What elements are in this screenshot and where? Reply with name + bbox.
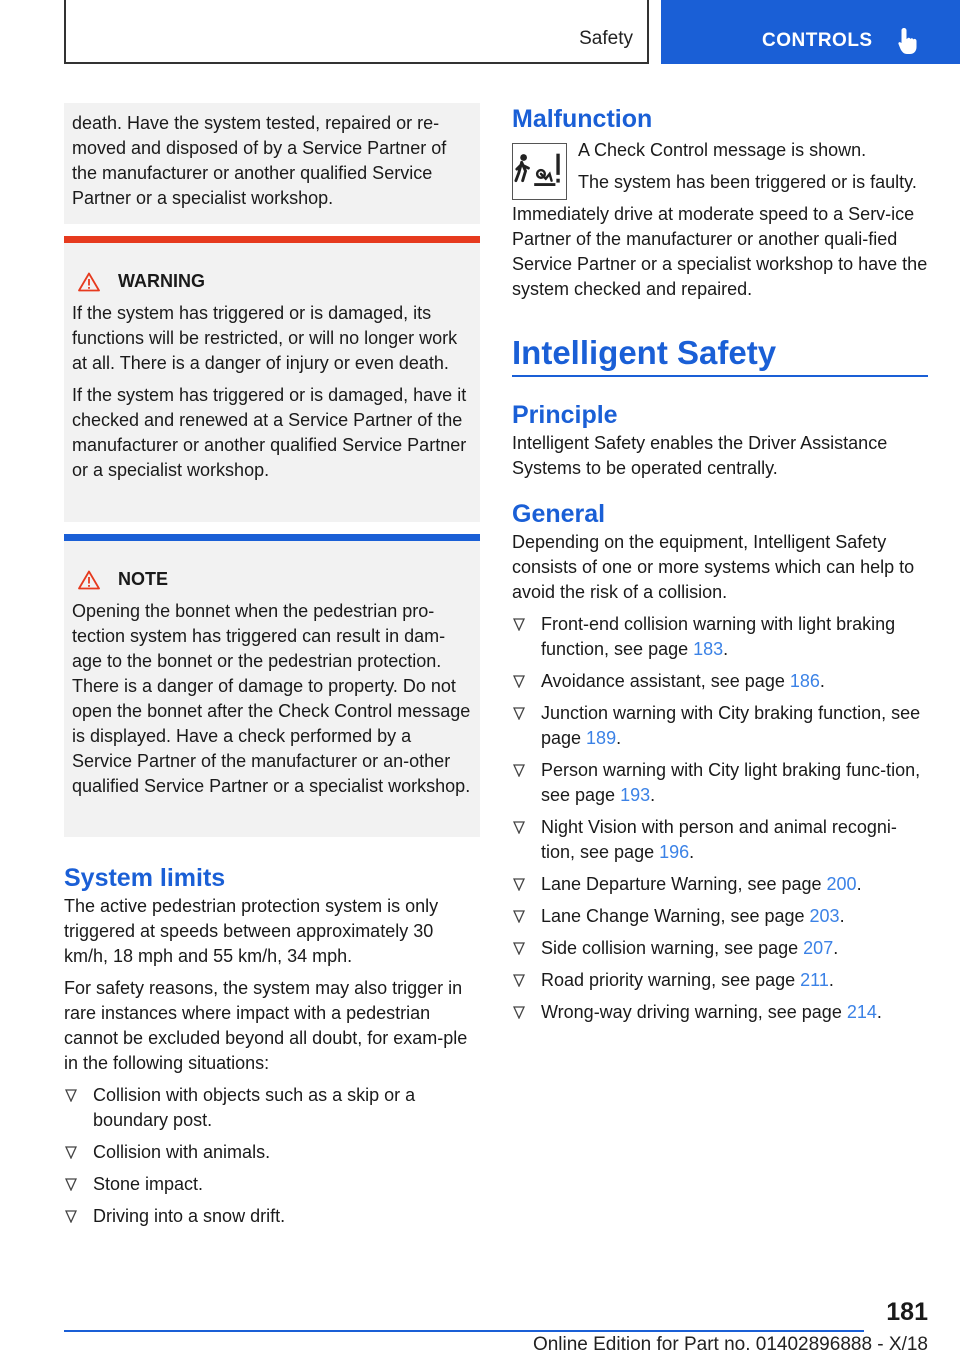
system-limits-list xyxy=(64,1083,480,1229)
page-link[interactable]: 203 xyxy=(809,906,840,926)
warning-paragraph-2: If the system has triggered or is damaged, have it checked and renewed at a Service Partner of the manufacturer or another qualified Service Partner or a specialist workshop. xyxy=(72,385,467,480)
principle-section xyxy=(512,399,928,481)
warning-title: WARNING xyxy=(118,271,205,291)
page-link[interactable]: 211 xyxy=(800,970,829,990)
triangle-bullet-icon xyxy=(513,878,525,891)
warning-triangle-icon xyxy=(78,272,100,292)
intelligent-safety-section xyxy=(512,333,928,377)
list-item: Lane Departure Warning, see page 200. xyxy=(512,872,928,897)
general-paragraph: Depending on the equipment, Intelligent Safety consists of one or more systems which can help to avoid the risk of a collision. xyxy=(512,532,915,602)
triangle-bullet-icon xyxy=(513,707,525,720)
continued-warning-text: death. Have the system tested, repaired or re-moved and disposed of by a Service Partner of the manufacturer or another qualified Service Partner or a specialist workshop. xyxy=(72,113,447,208)
list-item: Night Vision with person and animal recogni-tion, see page 196. xyxy=(512,815,928,865)
note-paragraph: Opening the bonnet when the pedestrian pro-tection system has triggered can result in dam-age to the bonnet or the pedestrian protection. There is a danger of damage to property. Do not open the bonnet after the Check Control message is displayed. Have a check performed by a Service Partner of the manufacturer or an-other qualified Service Partner or a specialist workshop. xyxy=(72,601,471,796)
caution-triangle-icon xyxy=(78,570,100,590)
warning-paragraph-1: If the system has triggered or is damaged, its functions will be restricted, or will no longer work at all. There is a danger of injury or even death. xyxy=(72,303,458,373)
malfunction-heading: Malfunction xyxy=(512,105,653,133)
triangle-bullet-icon xyxy=(65,1089,77,1102)
page-link[interactable]: 196 xyxy=(659,842,690,862)
system-limits-paragraph-2: For safety reasons, the system may also trigger in rare instances where impact with a pedestrian cannot be excluded beyond all doubt, for exam-ple in the following situations: xyxy=(64,978,468,1073)
list-item: Side collision warning, see page 207. xyxy=(512,936,928,961)
triangle-bullet-icon xyxy=(513,974,525,987)
continued-warning-box xyxy=(64,103,480,224)
list-item: Road priority warning, see page 211. xyxy=(512,968,928,993)
note-title-row xyxy=(72,567,472,592)
note-title: NOTE xyxy=(118,569,169,589)
malfunction-icon-text xyxy=(578,138,928,195)
systems-list xyxy=(512,612,928,1025)
chapter-title-rule xyxy=(512,375,928,377)
list-item: Lane Change Warning, see page 203. xyxy=(512,904,928,929)
page-number: 181 xyxy=(886,1298,928,1326)
principle-paragraph: Intelligent Safety enables the Driver Assistance Systems to be operated centrally. xyxy=(512,433,888,478)
note-box xyxy=(64,534,480,837)
header-chapter-tab xyxy=(661,0,960,64)
page-link[interactable]: 183 xyxy=(693,639,724,659)
triangle-bullet-icon xyxy=(65,1146,77,1159)
triangle-bullet-icon xyxy=(65,1210,77,1223)
pointing-hand-icon xyxy=(897,27,919,55)
system-limits-heading: System limits xyxy=(64,864,226,892)
malfunction-line-2: The system has been triggered or is faulty. xyxy=(578,172,917,192)
edition-note: Online Edition for Part no. 01402896888 - X/18 xyxy=(532,1334,928,1355)
warning-box xyxy=(64,236,480,522)
header-section-label: Safety xyxy=(579,28,633,49)
list-item: Collision with animals. xyxy=(64,1140,480,1165)
principle-heading: Principle xyxy=(512,401,618,429)
triangle-bullet-icon xyxy=(513,618,525,631)
triangle-bullet-icon xyxy=(513,942,525,955)
pedestrian-protection-warning-icon xyxy=(512,143,567,200)
system-limits-paragraph-1: The active pedestrian protection system is only triggered at speeds between approximately 30 km/h, 18 mph and 55 km/h, 34 mph. xyxy=(64,896,439,966)
warning-title-row xyxy=(72,269,472,294)
page-link[interactable]: 214 xyxy=(846,1002,877,1022)
page-link[interactable]: 200 xyxy=(826,874,857,894)
chapter-title: Intelligent Safety xyxy=(512,334,777,371)
list-item: Person warning with City light braking func-tion, see page 193. xyxy=(512,758,928,808)
right-column xyxy=(512,103,928,1032)
page-link[interactable]: 193 xyxy=(620,785,651,805)
left-column xyxy=(64,103,480,1236)
triangle-bullet-icon xyxy=(513,764,525,777)
general-heading: General xyxy=(512,500,606,528)
page-link[interactable]: 207 xyxy=(803,938,834,958)
malfunction-paragraph: Immediately drive at moderate speed to a Serv-ice Partner of the manufacturer or another quali-fied Service Partner or a specialist workshop to have the system checked and repaired. xyxy=(512,204,928,299)
header-section-tab xyxy=(64,0,649,64)
malfunction-line-1: A Check Control message is shown. xyxy=(578,140,867,160)
list-item: Front-end collision warning with light braking function, see page 183. xyxy=(512,612,928,662)
page-link[interactable]: 189 xyxy=(586,728,617,748)
header-chapter-label: CONTROLS xyxy=(762,30,873,51)
triangle-bullet-icon xyxy=(513,821,525,834)
list-item: Avoidance assistant, see page 186. xyxy=(512,669,928,694)
system-limits-section xyxy=(64,862,480,1229)
triangle-bullet-icon xyxy=(513,675,525,688)
triangle-bullet-icon xyxy=(65,1178,77,1191)
list-item: Collision with objects such as a skip or a boundary post. xyxy=(64,1083,480,1133)
list-item: Driving into a snow drift. xyxy=(64,1204,480,1229)
list-item: Wrong-way driving warning, see page 214. xyxy=(512,1000,928,1025)
list-item: Junction warning with City braking function, see page 189. xyxy=(512,701,928,751)
footer-rule xyxy=(64,1330,864,1332)
malfunction-section xyxy=(512,103,928,302)
general-section xyxy=(512,498,928,1025)
page-link[interactable]: 186 xyxy=(789,671,820,691)
triangle-bullet-icon xyxy=(513,1006,525,1019)
triangle-bullet-icon xyxy=(513,910,525,923)
list-item: Stone impact. xyxy=(64,1172,480,1197)
